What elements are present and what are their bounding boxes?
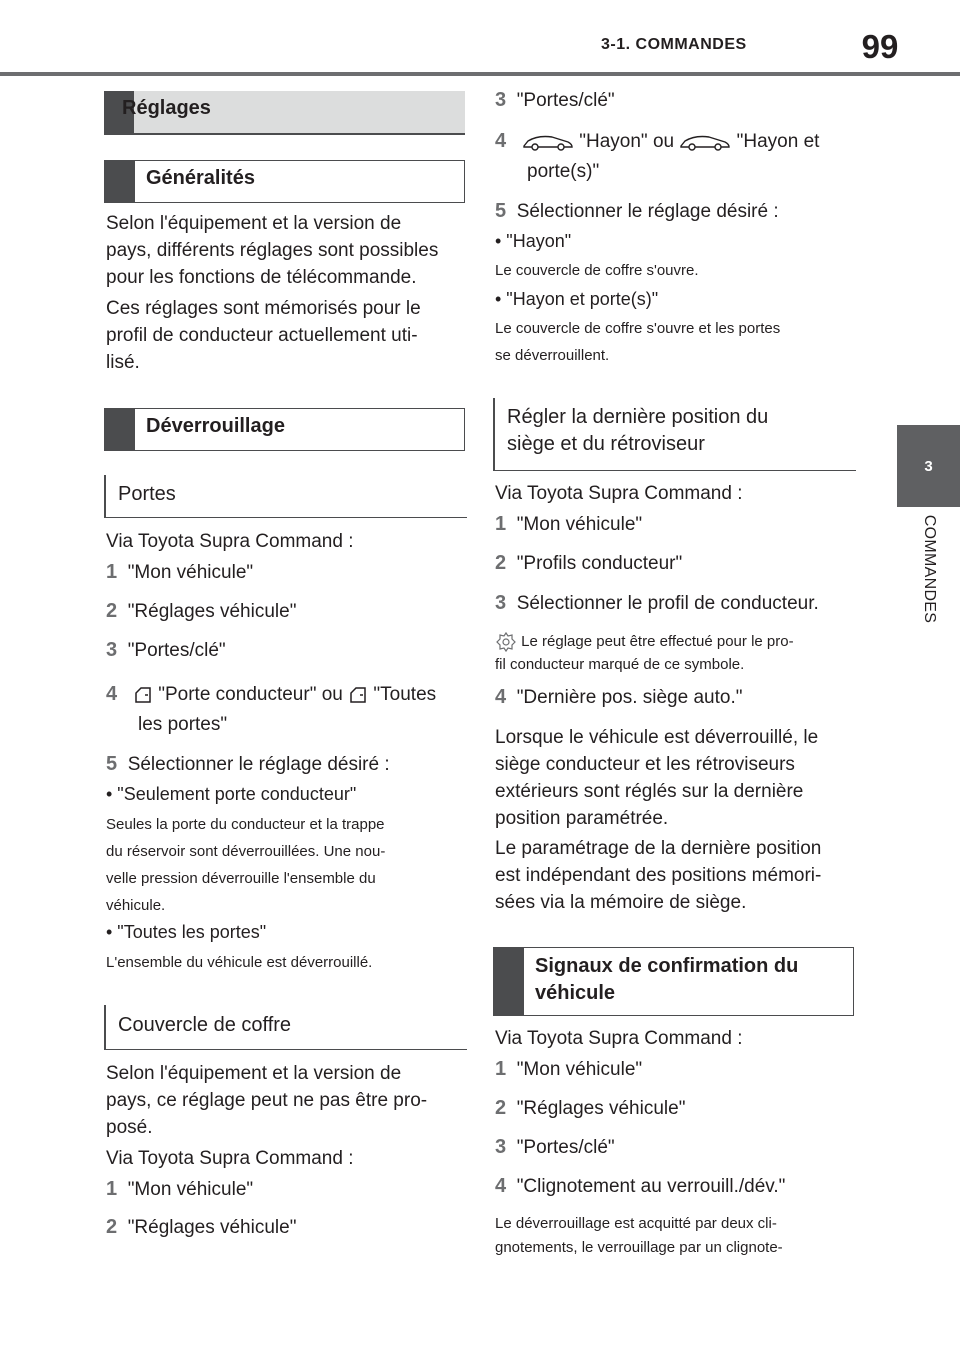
text-line: véhicule — [535, 982, 616, 1004]
step-item: 3 "Portes/clé" — [495, 89, 615, 111]
heading-bar — [105, 161, 135, 202]
coffre-paragraph — [106, 1060, 427, 1141]
text-line: Selon l'équipement et la version de — [106, 213, 402, 234]
chapter-tab[interactable] — [897, 425, 960, 507]
step-item: 1 "Mon véhicule" — [495, 1058, 643, 1080]
text-line: Le déverrouillage est acquitté par deux cli- — [495, 1215, 777, 1232]
text-line: lisé. — [106, 352, 140, 373]
heading-deverrouillage — [104, 408, 465, 451]
step-item: 4 "Dernière pos. siège auto." — [495, 686, 743, 708]
note-text: Le couvercle de coffre s'ouvre. — [495, 262, 699, 279]
step-item: 1 "Mon véhicule" — [495, 513, 643, 535]
text-line: Selon l'équipement et la version de — [106, 1063, 402, 1084]
text-line: siège conducteur et les rétroviseurs — [495, 754, 795, 775]
text-line: sées via la mémoire de siège. — [495, 892, 747, 913]
step-item: 3 "Portes/clé" — [495, 1136, 615, 1158]
gear-profile-icon — [495, 631, 517, 653]
step-item: 3 Sélectionner le profil de conducteur. — [495, 592, 819, 614]
text-line: Le réglage peut être effectué pour le pro- — [521, 633, 794, 650]
text-line: Signaux de confirmation du — [535, 955, 799, 977]
text-line: pour les fonctions de télécommande. — [106, 267, 417, 288]
step-item: 4 "Clignotement au verrouill./dév." — [495, 1175, 786, 1197]
page-number: 99 — [861, 28, 899, 65]
bullet-item: • "Toutes les portes" — [106, 922, 267, 942]
text-line: Le paramétrage de la dernière position — [495, 838, 822, 859]
lastpos-paragraph — [495, 724, 818, 832]
bullet-item: • "Hayon" — [495, 231, 572, 251]
text-line: se déverrouillent. — [495, 347, 610, 364]
via-text: Via Toyota Supra Command : — [495, 483, 743, 504]
subheading-regler — [493, 398, 856, 471]
subheading-regler-text — [507, 404, 768, 458]
text-line: Régler la dernière position du — [507, 406, 769, 428]
chapter-label — [897, 507, 960, 667]
heading-signaux — [493, 947, 854, 1016]
note-paragraph — [495, 315, 780, 369]
section-title: 3-1. COMMANDES — [601, 36, 747, 53]
text-line: fil conducteur marqué de ce symbole. — [495, 656, 745, 673]
text-line: gnotements, le verrouillage par un clignote- — [495, 1239, 783, 1256]
step-item: 4 "Porte conducteur" ou "Toutes — [106, 683, 437, 705]
heading-deverrouillage-text: Déverrouillage — [146, 415, 285, 437]
heading-reglages-text: Réglages — [122, 97, 211, 119]
step-continuation: les portes" — [138, 714, 228, 735]
text-line: Le couvercle de coffre s'ouvre et les portes — [495, 320, 781, 337]
step-item: 2 "Réglages véhicule" — [106, 600, 297, 622]
chapter-number: 3 — [924, 457, 933, 475]
note-paragraph — [495, 1212, 783, 1260]
intro-paragraph — [106, 210, 438, 291]
heading-bar — [105, 409, 135, 450]
subheading-portes — [104, 475, 467, 518]
car-icon — [679, 132, 731, 152]
step-item: 4 "Hayon" ou "Hayon et — [495, 130, 820, 152]
text-line: Ces réglages sont mémorisés pour le — [106, 298, 421, 319]
text-line: profil de conducteur actuellement uti- — [106, 325, 418, 346]
header-rule — [0, 72, 960, 76]
bullet-item: • "Seulement porte conducteur" — [106, 784, 357, 804]
step-item: 5 Sélectionner le réglage désiré : — [106, 753, 390, 775]
heading-signaux-text — [535, 953, 798, 1007]
step-item: 2 "Réglages véhicule" — [495, 1097, 686, 1119]
note-paragraph — [495, 628, 794, 678]
text-line: pays, ce réglage peut ne pas être pro- — [106, 1090, 428, 1111]
step-item: 1 "Mon véhicule" — [106, 561, 254, 583]
subheading-portes-text: Portes — [118, 483, 176, 505]
text-line: Lorsque le véhicule est déverrouillé, le — [495, 727, 819, 748]
bullet-item: • "Hayon et porte(s)" — [495, 289, 659, 309]
text-line: siège et du rétroviseur — [507, 433, 705, 455]
text-line: pays, différents réglages sont possibles — [106, 240, 439, 261]
memory-paragraph — [495, 835, 821, 916]
text-line: posé. — [106, 1117, 153, 1138]
step-continuation: porte(s)" — [527, 161, 600, 182]
step-item: 2 "Profils conducteur" — [495, 552, 683, 574]
memo-paragraph — [106, 295, 421, 376]
text-line: Seules la porte du conducteur et la trappe — [106, 816, 385, 833]
text-line: est indépendant des positions mémori- — [495, 865, 822, 886]
text-line: extérieurs sont réglés sur la dernière — [495, 781, 804, 802]
text-line: véhicule. — [106, 897, 166, 914]
door-icon — [348, 685, 368, 705]
step-item: 5 Sélectionner le réglage désiré : — [495, 200, 779, 222]
door-icon — [133, 685, 153, 705]
heading-generalites — [104, 160, 465, 203]
heading-generalites-text: Généralités — [146, 167, 255, 189]
car-icon — [522, 132, 574, 152]
note-paragraph — [106, 811, 385, 919]
note-text: L'ensemble du véhicule est déverrouillé. — [106, 954, 373, 971]
heading-reglages — [104, 91, 465, 135]
text-line: velle pression déverrouille l'ensemble du — [106, 870, 376, 887]
via-text: Via Toyota Supra Command : — [106, 1148, 354, 1169]
subheading-coffre-text: Couvercle de coffre — [118, 1014, 292, 1036]
text-line: du réservoir sont déverrouillées. Une nou- — [106, 843, 386, 860]
step-item: 1 "Mon véhicule" — [106, 1178, 254, 1200]
heading-bar — [494, 948, 524, 1015]
text-line: position paramétrée. — [495, 808, 669, 829]
step-item: 2 "Réglages véhicule" — [106, 1216, 297, 1238]
via-text: Via Toyota Supra Command : — [106, 531, 354, 552]
step-item: 3 "Portes/clé" — [106, 639, 226, 661]
subheading-coffre — [104, 1005, 467, 1050]
via-text: Via Toyota Supra Command : — [495, 1028, 743, 1049]
chapter-label-text: COMMANDES — [920, 514, 938, 624]
